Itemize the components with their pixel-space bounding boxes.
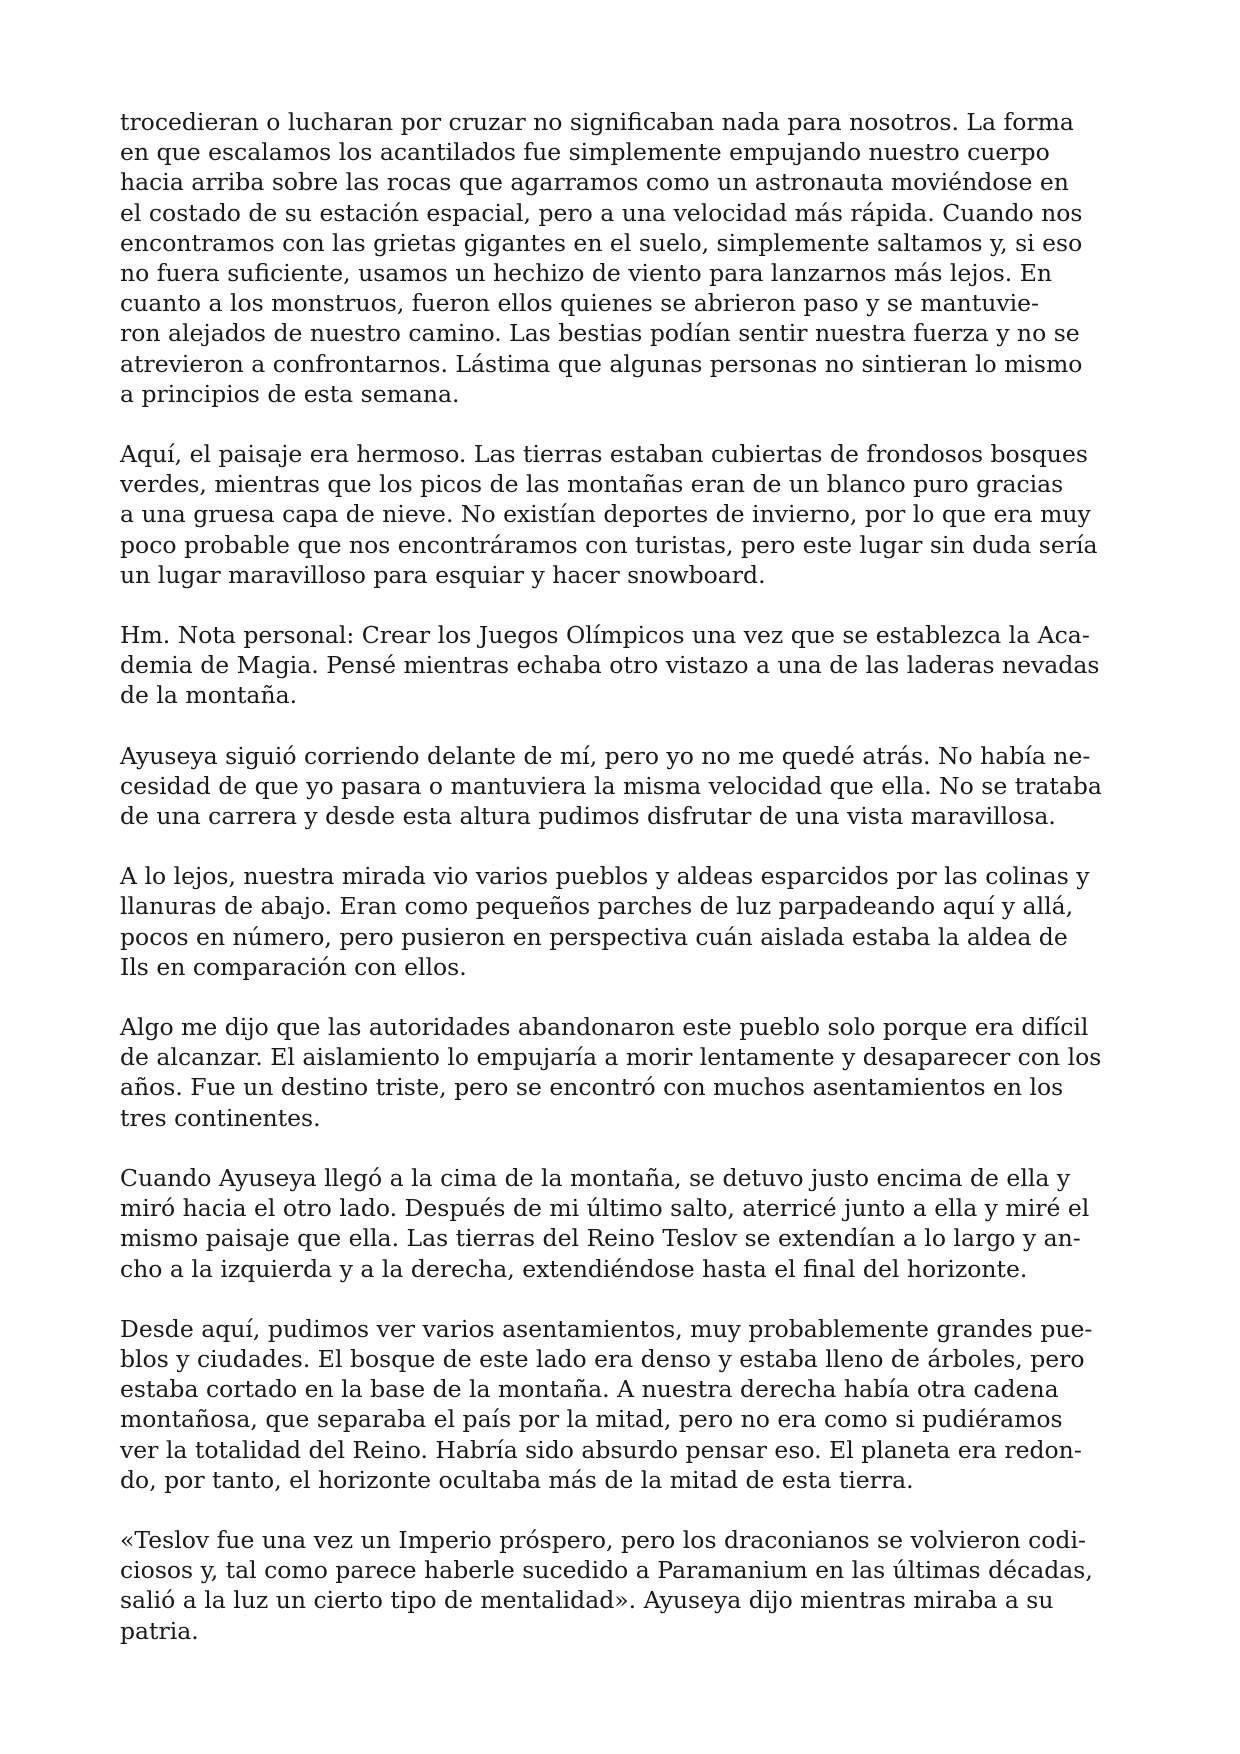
document-page: [120, 107, 1130, 1676]
paragraph: Ayuseya siguió corriendo delante de mí, pero yo no me quedé atrás. No había ne- cesidad de que yo pasara o mantuviera la misma velocidad que ella. No se trataba de una carrera y desde esta altura pudimos disfrutar de una vista maravillosa.: [120, 741, 1102, 831]
paragraph: Aquí, el paisaje era hermoso. Las tierras estaban cubiertas de frondosos bosques verdes, mientras que los picos de las montañas eran de un blanco puro gracias a una gruesa capa de nieve. No existían deportes de invierno, por lo que era muy poco probable que nos encontráramos con turistas, pero este lugar sin duda sería un lugar maravilloso para esquiar y hacer snowboard.: [120, 440, 1098, 589]
paragraph: Hm. Nota personal: Crear los Juegos Olímpicos una vez que se establezca la Aca- demia de Magia. Pensé mientras echaba otro vistazo a una de las laderas nevadas de la montaña.: [120, 621, 1100, 710]
paragraph: Algo me dijo que las autoridades abandonaron este pueblo solo porque era difícil de alcanzar. El aislamiento lo empujaría a morir lentamente y desaparecer con los años. Fue un destino triste, pero se encontró con muchos asentamientos en los tres continentes.: [120, 1013, 1102, 1132]
paragraph: Cuando Ayuseya llegó a la cima de la montaña, se detuvo justo encima de ella y miró hacia el otro lado. Después de mi último salto, aterricé junto a ella y miré el mismo paisaje que ella. Las tierras del Reino Teslov se extendían a lo largo y an- cho a la izquierda y a la derecha, extendiéndose hasta el final del horizonte.: [120, 1163, 1090, 1283]
paragraph: «Teslov fue una vez un Imperio próspero, pero los draconianos se volvieron codi- ciosos y, tal como parece haberle sucedido a Paramanium en las últimas décadas, salió a la luz un cierto tipo de mentalidad». Ayuseya dijo mientras miraba a su patria.: [120, 1525, 1093, 1645]
paragraph: A lo lejos, nuestra mirada vio varios pueblos y aldeas esparcidos por las colinas y llanuras de abajo. Eran como pequeños parches de luz parpadeando aquí y allá, pocos en número, pero pusieron en perspectiva cuán aislada estaba la aldea de Ils en comparación con ellos.: [120, 862, 1090, 981]
paragraph: Desde aquí, pudimos ver varios asentamientos, muy probablemente grandes pue- blos y ciudades. El bosque de este lado era denso y estaba lleno de árboles, pero estaba cortado en la base de la montaña. A nuestra derecha había otra cadena montañosa, que separaba el país por la mitad, pero no era como si pudiéramos ver la totalidad del Reino. Habría sido absurdo pensar eso. El planeta era redon- do, por tanto, el horizonte ocultaba más de la mitad de esta tierra.: [120, 1314, 1093, 1494]
paragraph: trocedieran o lucharan por cruzar no significaban nada para nosotros. La forma en que escalamos los acantilados fue simplemente empujando nuestro cuerpo hacia arriba sobre las rocas que agarramos como un astronauta moviéndose en el costado de su estación espacial, pero a una velocidad más rápida. Cuando nos encontramos con las grietas gigantes en el suelo, simplemente saltamos y, si eso no fuera suficiente, usamos un hechizo de viento para lanzarnos más lejos. En cuanto a los monstruos, fueron ellos quienes se abrieron paso y se mantuvie- ron alejados de nuestro camino. Las bestias podían sentir nuestra fuerza y no se atrevieron a confrontarnos. Lástima que algunas personas no sintieran lo mismo a principios de esta semana.: [120, 108, 1083, 408]
